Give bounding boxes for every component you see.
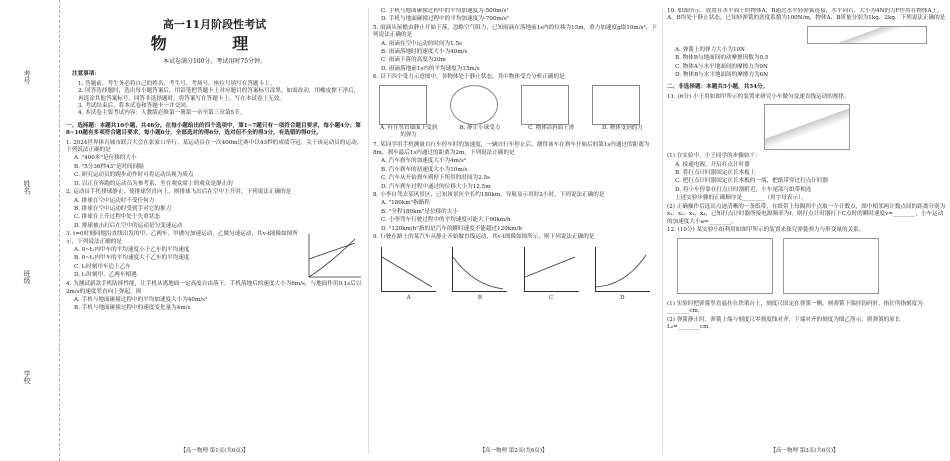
option: C. t₁时刻甲车追上乙车 bbox=[74, 263, 131, 270]
option: C. 小李驾车行驶过程中的平均速度可能大于90km/h bbox=[381, 217, 511, 224]
option: A. 手机与地面碰撞过程中的平均加速度大小为40m/s² bbox=[74, 296, 208, 303]
spring-blocks-figure bbox=[807, 26, 927, 44]
vt-graph bbox=[595, 247, 650, 292]
question-text: 5. 雨滴从屋檐由静止开始下落，忽略空气阻力，已知雨滴在落地前1s内的位移为15m，重力加速度g取10m/s²，下列说法正确的是 bbox=[373, 24, 657, 39]
option: C. 汽车从开始刹车到停下所用的时间为2.5s bbox=[381, 175, 490, 182]
exam-meta: 本试卷满分100分，考试用时75分钟。 bbox=[162, 58, 267, 65]
page-footer: 【高一物理 第3页(共6页)】 bbox=[770, 447, 839, 454]
option: D. 雨滴落地前1s内的平均速度为15m/s bbox=[381, 65, 480, 72]
force-extension-graph-figure bbox=[783, 238, 879, 294]
question-text: 10. 如图所示，放置在水平面上的物体A，B通过水平轻弹簧连接，水平向右、大小为4N的力F作用在物体A上，A、B均处于静止状态，已知轻弹簧的劲度系数为100N/m，物体A、B质量分别为1kg、2kg，下列说法正确的是 bbox=[667, 8, 946, 22]
option: A. 汽车刹车的加速度大小为4m/s² bbox=[381, 158, 466, 165]
option: A. "180km"指路程 bbox=[381, 200, 430, 207]
option: A. 弹簧上的弹力大小为10N bbox=[675, 46, 745, 53]
question-text: (1) 实验时把弹簧竖直悬挂在铁架台上，刻度尺固定在弹簧一侧，则弹簧下端挂钩码时，指针所指刻度为________cm。 bbox=[667, 300, 923, 315]
option: D. t₁时刻甲、乙两车相遇 bbox=[74, 272, 137, 279]
vt-graph-figure bbox=[303, 231, 363, 281]
option: B. 物体B与地面间的动摩擦因数为0.5 bbox=[675, 55, 769, 62]
graph-label: C bbox=[549, 295, 554, 302]
question-text: 11. (6分) 小王用如图甲所示的装置来研究小车做匀变速直线运动的规律。 bbox=[667, 93, 850, 100]
question-text: 12. (10分) 某实验小组利用如图甲所示的装置来探究弹簧弹力与形变量的关系。 bbox=[667, 226, 865, 233]
question-text: (2) 正确操作后选出点迹清晰的一条纸带，在纸带上每隔四个点取一个计数点，图中相邻两计数点间的距离分别为x₁、x₂、x₃、x₄，已知打点计时器所接电源频率为f，则打点计时器打下C点时的瞬时速度v=________，小车运动的加速度大小a=________。 bbox=[667, 203, 946, 225]
question-text: 8. 小李自驾去某风景区，已知该景区全长约180km，导航显示用时2小时，下列说法正确的是 bbox=[373, 191, 605, 198]
option: C. 研究运动员的跑步动作时可将运动员视为质点 bbox=[74, 172, 194, 179]
force-diagram bbox=[521, 85, 569, 125]
figure-caption: C. 物体沿斜面上滑 bbox=[528, 124, 575, 131]
question-text: 1. 2024世界体育城市联合大会在张家口举行。某运动员在一次400m比赛中以43秒的成绩夺冠，关于该运动员的运动，下列说法正确的是 bbox=[66, 139, 363, 154]
option: B. 手机与地面碰撞过程中的速度变化量为4m/s bbox=[74, 305, 191, 312]
figure-caption: D. 物体受到的力 bbox=[602, 124, 643, 131]
page-footer: 【高一物理 第2页(共6页)】 bbox=[479, 447, 548, 454]
strip-label-school: 学校 bbox=[23, 370, 31, 384]
force-diagram bbox=[379, 85, 427, 125]
option: B. 0~t₁内甲车的平均速度大于乙车的平均速度 bbox=[74, 255, 190, 262]
page-column-3 bbox=[662, 8, 946, 454]
force-diagram bbox=[592, 85, 640, 125]
graph-label: B bbox=[477, 295, 482, 302]
note-item: 2. 回答选择题时，选出每小题答案后，用铅笔把答题卡上对应题目的答案标号涂黑。如需改动，用橡皮擦干净后，再选涂其他答案标号。回答非选择题时，将答案写在答题卡上。写在本试卷上无效。 bbox=[78, 88, 360, 102]
question-text: (1) 在实验中，小王同学的步骤如下： bbox=[667, 153, 761, 160]
strip-label-class: 班级 bbox=[23, 270, 31, 284]
option: C. 把打点计时器固定在长木板的一端，把纸带穿过打点计时器 bbox=[675, 178, 829, 185]
notes-title: 注意事项： bbox=[72, 71, 100, 78]
question-text: 4. 为测试新款手机防摔性能，让手机从离地面一定高度自由落下，手机落地后的速度大小为6m/s，与地面作用0.1s后以2m/s的速度竖直向上弹起，则 bbox=[66, 281, 362, 295]
option: D. 手机与地面碰撞过程中的平均加速度为-700m/s² bbox=[381, 16, 509, 23]
section-2-header: 二、非选择题：本题共5小题，共54分。 bbox=[667, 84, 769, 91]
strip-label-id: 考号 bbox=[23, 70, 31, 84]
vt-graph-row bbox=[373, 244, 658, 302]
question-text: 2. 运动员手托排球静止，使排球竖直向上，则排球飞出后在空中上升时，下列说法正确的是 bbox=[66, 189, 292, 196]
option: A. 排球在空中运动时不受任何力 bbox=[74, 197, 155, 204]
vt-graph bbox=[452, 247, 507, 292]
option: D. 以正在奔跑的运动员为参考系，坐在观众席上的观众是静止的 bbox=[74, 180, 233, 187]
note-item: 4. 本试卷主要考试内容：人教版必修第一册第一章至第三章第5节。 bbox=[78, 110, 246, 117]
binding-strip bbox=[0, 0, 60, 461]
vt-graph bbox=[524, 247, 579, 292]
page-footer: 【高一物理 第1页(共6页)】 bbox=[180, 447, 249, 454]
question-text: 3. t=0时刻同地沿直线出发的甲、乙两车，甲做匀加速运动，乙做匀速运动，其v-t图像如图所示，下列说法正确的是 bbox=[66, 231, 298, 245]
vt-graph bbox=[381, 247, 436, 292]
option: C. 物体A与水平地面间的摩擦力为9N bbox=[675, 63, 768, 70]
option: A. 雨滴在空中运动的时间为1.5s bbox=[381, 40, 462, 47]
figure-caption: A. 杆在竖直墙面上受到的弹力 bbox=[380, 124, 438, 139]
option: D. "120km/h"指的是汽车的瞬时速度不能超过120km/h bbox=[381, 225, 523, 232]
option: B. 雨滴落地时的速度大小为40m/s bbox=[381, 49, 468, 56]
figure-caption: B. 静止小球受力 bbox=[459, 124, 501, 131]
page-column-1 bbox=[66, 8, 363, 454]
option: A. 0~t₁内甲车的平均速度小于乙车的平均速度 bbox=[74, 246, 190, 253]
page-column-2 bbox=[368, 8, 658, 454]
question-text: 9. 行驶在路上的某汽车从静止开始做直线运动，其v-t图像如图所示，则下列说法正确的是 bbox=[373, 233, 595, 240]
force-diagram-row bbox=[373, 85, 658, 140]
spring-apparatus-figure bbox=[677, 238, 773, 294]
option: B. 排球在空中运动时受到手对它的推力 bbox=[74, 205, 172, 212]
question-text: (2) 弹簧静止时，弹簧上端与刻度尺零刻度线对齐，下端对齐的刻度为图乙所示，则弹簧的原长L₀=________cm。 bbox=[667, 316, 901, 330]
option: 上述实验步骤的正确顺序是________（用字母表示）。 bbox=[675, 195, 807, 202]
question-text: 6. 以下四个受力示意图中，各物体处于静止状态，其中物体受力分析正确的是 bbox=[373, 74, 565, 81]
option: B. 将打点计时器固定在长木板上 bbox=[675, 170, 756, 177]
note-item: 1. 答题前，考生务必将自己的姓名、考生号、考场号、座位号填写在答题卡上。 bbox=[78, 80, 276, 87]
subject-title: 物 理 bbox=[150, 34, 279, 53]
option: B. 汽车刹车的初速度大小为10m/s bbox=[381, 166, 468, 173]
option: D. 汽车刹车过程中通过的位移大小为12.5m bbox=[381, 183, 491, 190]
notes-list bbox=[66, 81, 363, 118]
option: D. 物体B与水平地面间的摩擦力为6N bbox=[675, 72, 769, 79]
option: C. 排球在上升过程中处于失重状态 bbox=[74, 214, 160, 221]
incline-apparatus-figure bbox=[764, 104, 850, 150]
option: B. "5分36秒43"是时间间隔 bbox=[74, 163, 144, 170]
section-1-header: 一、选择题：本题共10小题，共46分。在每小题给出的四个选项中，第1~7题只有一项符合题目要求，每小题4分；第8~10题有多项符合题目要求，每小题6分，全部选对的得6分，选对但不全的得3分，有选错的得0分。 bbox=[66, 122, 361, 137]
note-item: 3. 考试结束后，将本试卷和答题卡一并交回。 bbox=[78, 103, 192, 110]
option: A. "400米"是位移的大小 bbox=[74, 155, 137, 162]
option: D. 排球被击打后在空中的运动是匀变速运动 bbox=[74, 222, 183, 229]
option: D. 将小车停靠在打点计时器附近，小车尾部与纸带相连 bbox=[675, 186, 812, 193]
strip-label-name: 姓名 bbox=[23, 180, 31, 194]
graph-label: D bbox=[620, 295, 625, 302]
exam-title: 高一11月阶段性考试 bbox=[162, 18, 267, 31]
option: C. 手机与地面碰撞过程中的平均加速度为-500m/s² bbox=[381, 8, 509, 14]
force-diagram bbox=[450, 85, 498, 125]
question-text: 7. 某同学用手机测量自行车停车时的加速度，一辆自行车停止后，测得该车在刹车开始后的第1s内通过的距离为8m，刹车最后1s内通过的距离为2m，下列说法正确的是 bbox=[373, 142, 650, 156]
option: A. 接通电源，开启打点计时器 bbox=[675, 161, 750, 168]
option: B. "全程180km"是位移的大小 bbox=[381, 208, 458, 215]
graph-label: A bbox=[406, 295, 411, 302]
option: C. 雨滴下落的高度为20m bbox=[381, 57, 446, 64]
